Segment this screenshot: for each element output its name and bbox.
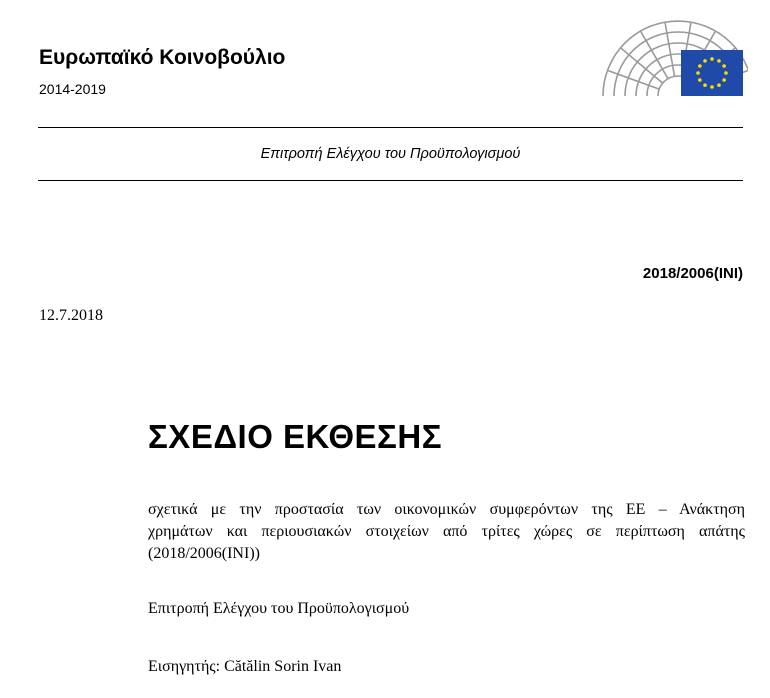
eu-star — [696, 71, 700, 75]
parliamentary-term: 2014-2019 — [39, 81, 106, 97]
eu-star — [724, 71, 728, 75]
committee-banner: Επιτροπή Ελέγχου του Προϋπολογισμού — [260, 146, 521, 162]
eu-star — [722, 64, 726, 68]
eu-star — [698, 78, 702, 82]
header-rule-bottom — [38, 180, 743, 181]
eu-star — [703, 59, 707, 63]
eu-star — [710, 57, 714, 61]
eu-star — [722, 78, 726, 82]
institution-name: Ευρωπαϊκό Κοινοβούλιο — [39, 46, 286, 69]
european-parliament-logo-icon — [598, 20, 748, 100]
eu-star — [698, 64, 702, 68]
header-rule-top — [38, 127, 743, 128]
document-date: 12.7.2018 — [39, 307, 103, 324]
eu-star — [710, 85, 714, 89]
document-subject — [148, 499, 745, 565]
rapporteur: Εισηγητής: Cătălin Sorin Ivan — [148, 658, 342, 675]
eu-star — [717, 59, 721, 63]
subject-line: (2018/2006(INI)) — [148, 545, 260, 562]
hemicycle-divider — [665, 22, 675, 76]
subject-line: σχετικά με την προστασία των οικονομικών συμφερόντων της ΕΕ – Ανάκτηση — [148, 501, 745, 518]
procedure-number: 2018/2006(INI) — [642, 265, 743, 282]
eu-star — [717, 83, 721, 87]
subject-line: χρημάτων και περιουσιακών στοιχείων από τρίτες χώρες σε περίπτωση απάτης — [148, 523, 745, 540]
document-title: ΣΧΕΔΙΟ ΕΚΘΕΣΗΣ — [148, 418, 442, 455]
eu-star — [703, 83, 707, 87]
responsible-committee: Επιτροπή Ελέγχου του Προϋπολογισμού — [148, 600, 410, 617]
